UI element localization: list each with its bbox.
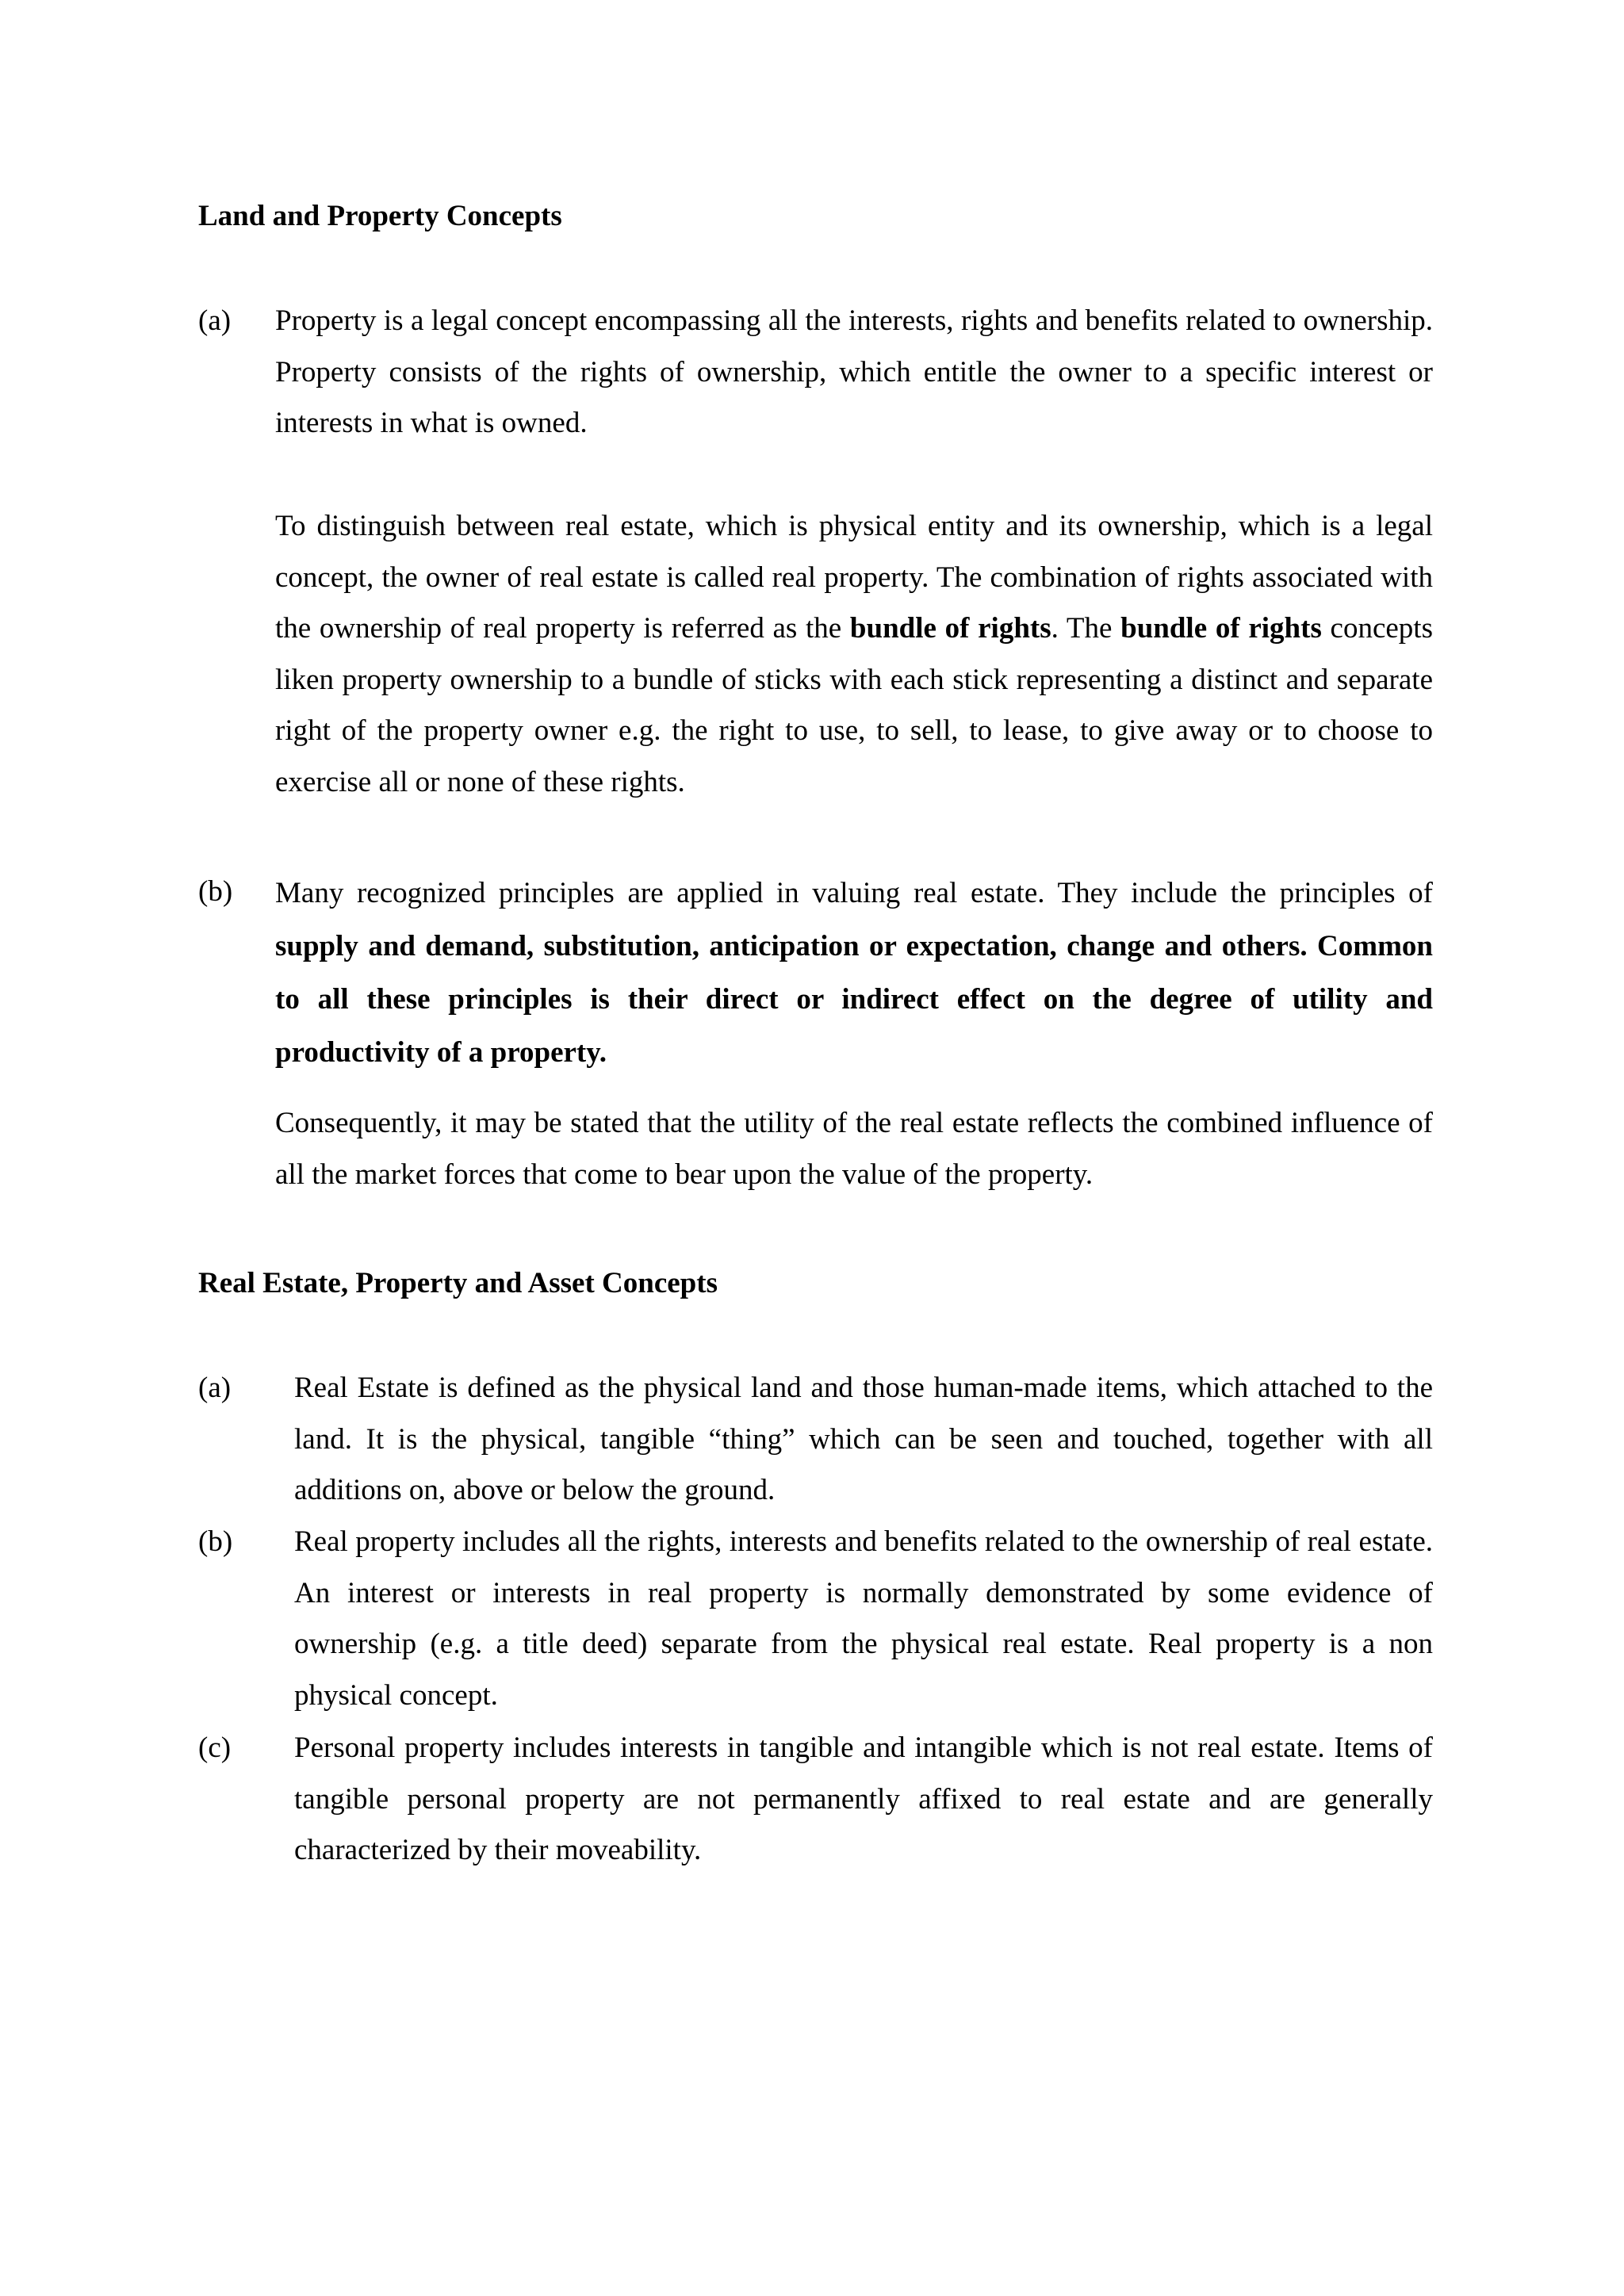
item-label-b: (b): [198, 875, 233, 908]
paragraph-valuation-principles: [275, 867, 1433, 1079]
bold-term: bundle of rights: [849, 612, 1051, 645]
paragraph-bundle-of-rights: [275, 501, 1433, 808]
text-span: concepts liken property ownership to a bundle of sticks with each stick representing a distinct and separate right of the property owner e.g. the right to use, to sell, to lease, to give away or to choose to exercise all or none of these rights.: [275, 612, 1433, 798]
paragraph-property-definition: Property is a legal concept encompassing all the interests, rights and benefits related to ownership. Property consists of the rights of ownership, which entitle the owner to a specific interest or interests in what is owned.: [275, 304, 1433, 439]
bold-term: bundle of rights: [1120, 612, 1322, 645]
paragraph-real-estate-definition: Real Estate is defined as the physical land and those human-made items, which attached to the land. It is the physical, tangible “thing” which can be seen and touched, together with all additions on, above or below the ground.: [294, 1372, 1433, 1506]
item-label-c: (c): [198, 1732, 232, 1764]
section-heading-real-estate-property-asset: Real Estate, Property and Asset Concepts: [198, 1267, 718, 1299]
section-heading-land-property: Land and Property Concepts: [198, 200, 562, 232]
item-label-a: (a): [198, 304, 232, 337]
paragraph-personal-property-definition: Personal property includes interests in tangible and intangible which is not real estate. Items of tangible personal property are not permanently affixed to real estate and are generally characterized by their moveability.: [294, 1732, 1433, 1866]
text-span: . The: [1051, 612, 1121, 645]
bold-principles: supply and demand, substitution, anticipation or expectation, change and others. Common to all these principles is their direct or indirect effect on the degree of utility and productivity of a property.: [275, 930, 1433, 1069]
paragraph-utility-consequence: Consequently, it may be stated that the utility of the real estate reflects the combined influence of all the market forces that come to bear upon the value of the property.: [275, 1107, 1433, 1191]
item-label-b: (b): [198, 1525, 233, 1558]
text-span: Many recognized principles are applied in valuing real estate. They include the principles of: [275, 877, 1433, 909]
text-span: To distinguish between real estate, which is physical entity and its ownership, which is a legal concept, the owner of real estate is called real property. The combination of rights associated with the ownership of real property is referred as the: [275, 510, 1433, 645]
paragraph-real-property-definition: Real property includes all the rights, interests and benefits related to the ownership of real estate. An interest or interests in real property is normally demonstrated by some evidence of ownership (e.g. a title deed) separate from the physical real estate. Real property is a non physical concept.: [294, 1525, 1433, 1712]
item-label-a: (a): [198, 1372, 232, 1404]
